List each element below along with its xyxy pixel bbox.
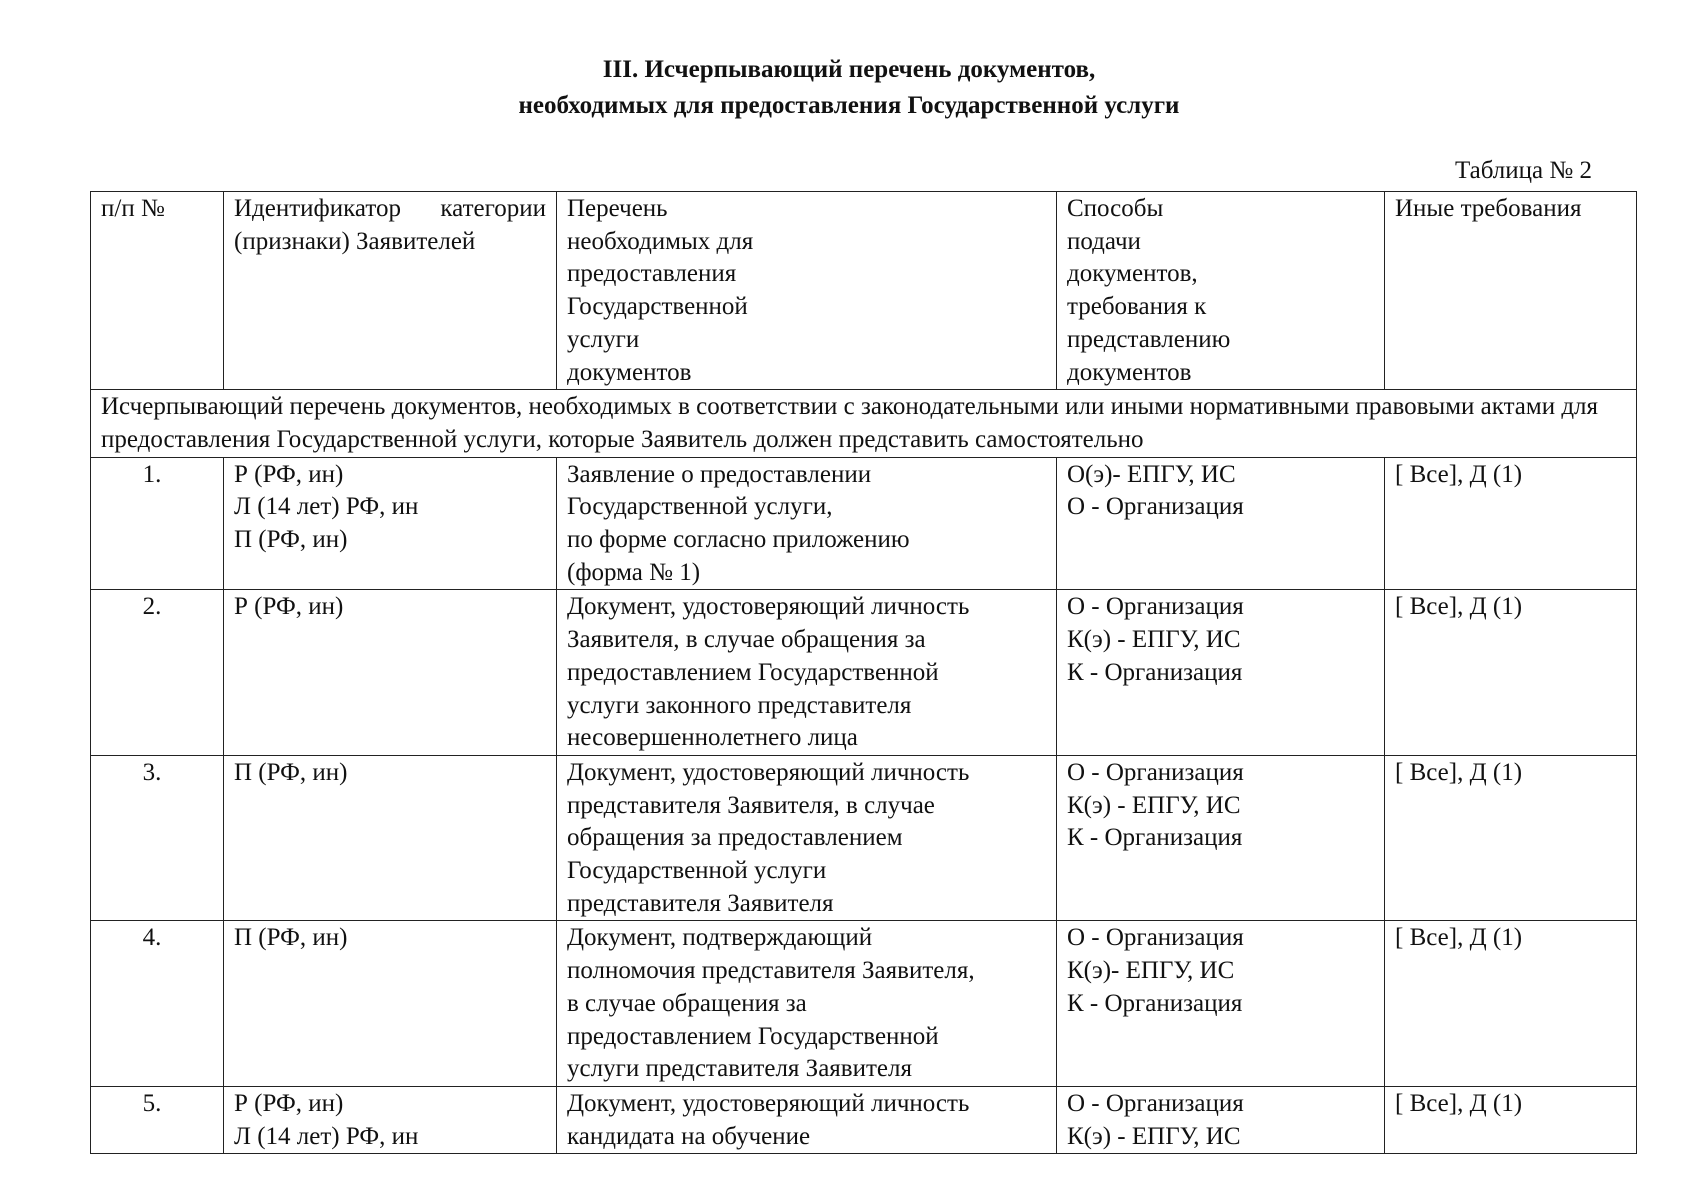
table-number-label: Таблица № 2	[1454, 157, 1592, 184]
header-number: п/п №	[91, 192, 224, 390]
row-number: 2.	[91, 590, 224, 756]
table-row	[91, 755, 1637, 921]
row-document: Документ, удостоверяющий личность кандидата на обучение	[557, 1086, 1057, 1153]
row-other: [ Все], Д (1)	[1385, 590, 1637, 756]
header-category: Идентификатор категории (признаки) Заявителей	[224, 192, 557, 390]
row-methods: О - Организация К(э) - ЕПГУ, ИС К - Организация	[1057, 590, 1385, 756]
heading-line-1: III. Исчерпывающий перечень документов,	[602, 56, 1096, 83]
section-title: Исчерпывающий перечень документов, необходимых в соответствии с законодательными или иными нормативными правовыми актами для предоставления Государственной услуги, которые Заявитель должен представить самостоятельно	[91, 390, 1637, 457]
heading-line-2: необходимых для предоставления Государственной услуги	[518, 92, 1180, 119]
row-methods: О - Организация К(э)- ЕПГУ, ИС К - Организация	[1057, 921, 1385, 1087]
documents-table	[90, 191, 1637, 1154]
row-document: Заявление о предоставлении Государственной услуги, по форме согласно приложению (форма № 1)	[557, 457, 1057, 590]
table-row	[91, 921, 1637, 1087]
row-methods: О - Организация К(э) - ЕПГУ, ИС К - Организация	[1057, 755, 1385, 921]
table-row	[91, 590, 1637, 756]
section-row	[91, 390, 1637, 457]
row-number: 3.	[91, 755, 224, 921]
row-document: Документ, подтверждающий полномочия представителя Заявителя, в случае обращения за предоставлением Государственной услуги представителя Заявителя	[557, 921, 1057, 1087]
table-row	[91, 1086, 1637, 1153]
row-category: Р (РФ, ин)	[224, 590, 557, 756]
row-number: 4.	[91, 921, 224, 1087]
header-other-requirements: Иные требования	[1385, 192, 1637, 390]
header-documents: Перечень необходимых для предоставления Государственной услуги документов	[557, 192, 1057, 390]
row-document: Документ, удостоверяющий личность Заявителя, в случае обращения за предоставлением Государственной услуги законного представителя несовершеннолетнего лица	[557, 590, 1057, 756]
section-heading	[0, 52, 1698, 124]
row-document: Документ, удостоверяющий личность представителя Заявителя, в случае обращения за предоставлением Государственной услуги представителя Заявителя	[557, 755, 1057, 921]
row-number: 5.	[91, 1086, 224, 1153]
row-category: П (РФ, ин)	[224, 755, 557, 921]
row-other: [ Все], Д (1)	[1385, 921, 1637, 1087]
table-row	[91, 457, 1637, 590]
row-other: [ Все], Д (1)	[1385, 457, 1637, 590]
row-other: [ Все], Д (1)	[1385, 1086, 1637, 1153]
row-category: П (РФ, ин)	[224, 921, 557, 1087]
table-header-row	[91, 192, 1637, 390]
row-methods: О(э)- ЕПГУ, ИС О - Организация	[1057, 457, 1385, 590]
row-number: 1.	[91, 457, 224, 590]
row-methods: О - Организация К(э) - ЕПГУ, ИС	[1057, 1086, 1385, 1153]
row-category: Р (РФ, ин) Л (14 лет) РФ, ин П (РФ, ин)	[224, 457, 557, 590]
header-submission-methods: Способы подачи документов, требования к представлению документов	[1057, 192, 1385, 390]
row-other: [ Все], Д (1)	[1385, 755, 1637, 921]
row-category: Р (РФ, ин) Л (14 лет) РФ, ин	[224, 1086, 557, 1153]
